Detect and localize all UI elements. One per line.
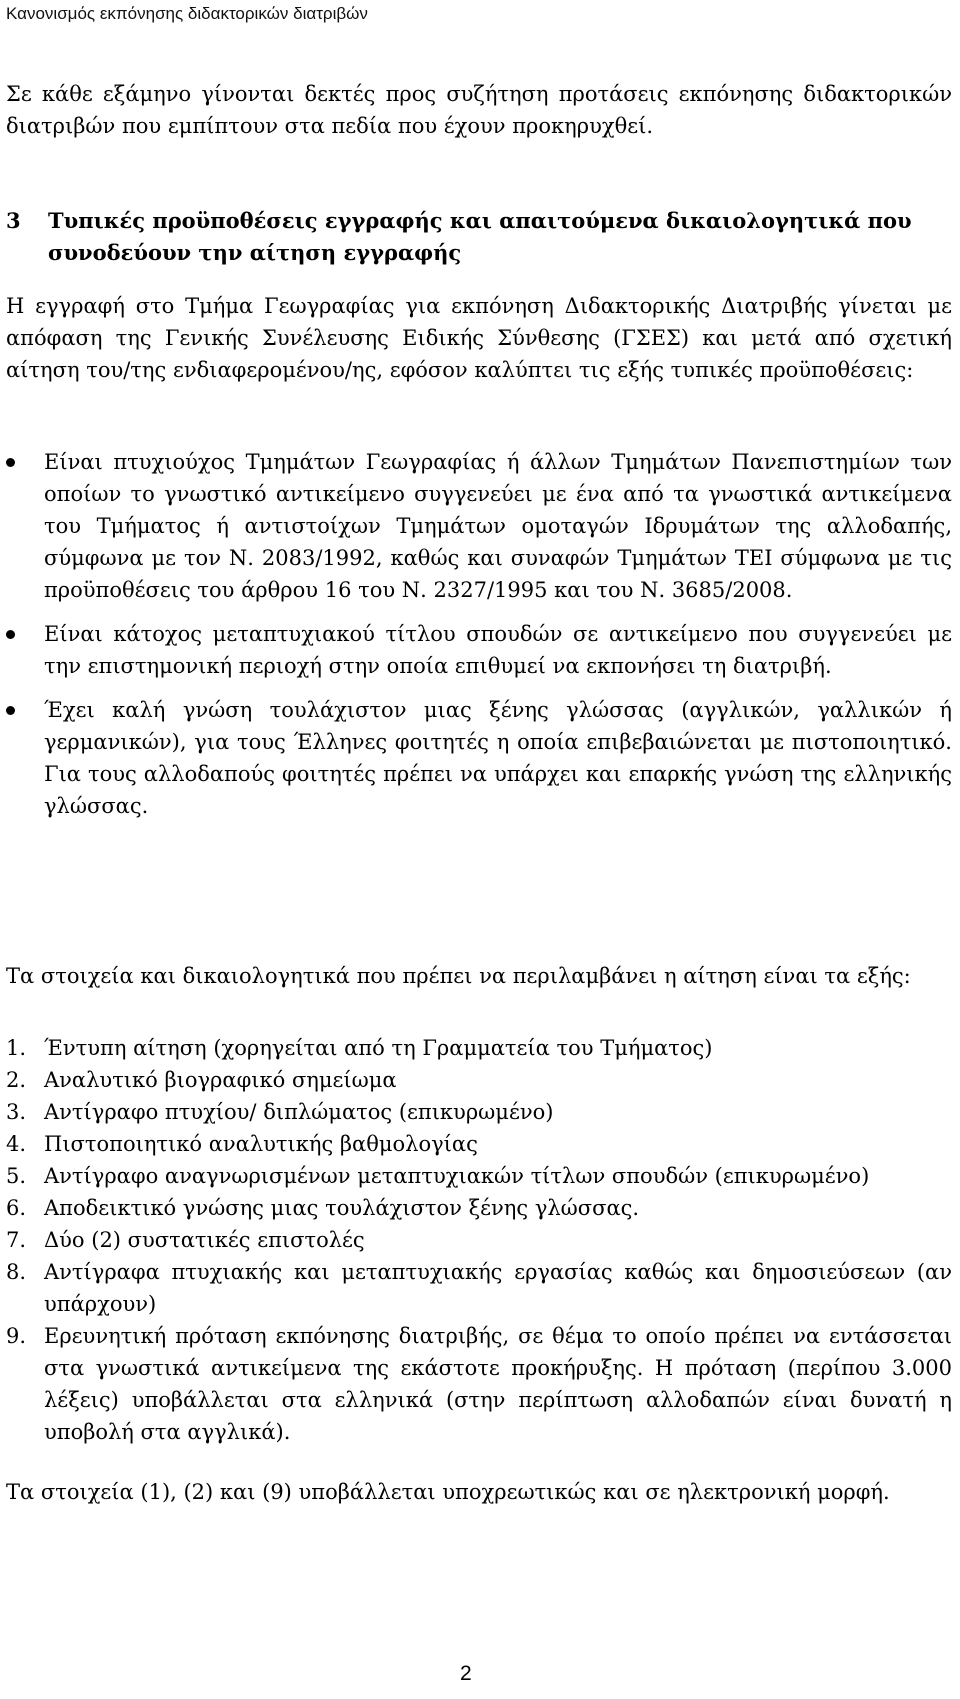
section-title: Τυπικές προϋποθέσεις εγγραφής και απαιτούμενα δικαιολογητικά που συνοδεύουν την αίτηση εγγραφής [48, 208, 912, 265]
item-text: Πιστοποιητικό αναλυτικής βαθμολογίας [44, 1132, 478, 1156]
item-number: 1. [6, 1036, 27, 1060]
registration-paragraph: Η εγγραφή στο Τμήμα Γεωγραφίας για εκπόνηση Διδακτορικής Διατριβής γίνεται με απόφαση της Γενικής Συνέλευσης Ειδικής Σύνθεσης (ΓΣΕΣ) και μετά από σχετική αίτηση του/της ενδιαφερομένου/ης, εφόσον καλύπτει τις εξής τυπικές προϋποθέσεις: [6, 294, 952, 382]
item-number: 2. [6, 1068, 27, 1092]
item-text: Αναλυτικό βιογραφικό σημείωμα [44, 1068, 397, 1092]
item-text: Αντίγραφα πτυχιακής και μεταπτυχιακής εργασίας καθώς και δημοσιεύσεων (αν υπάρχουν) [44, 1260, 952, 1316]
item-number: 7. [6, 1228, 27, 1252]
condition-text: Είναι πτυχιούχος Τμημάτων Γεωγραφίας ή άλλων Τμημάτων Πανεπιστημίων των οποίων το γνωστικό αντικείμενο συγγενεύει με ένα από τα γνωστικά αντικείμενα του Τμήματος ή αντιστοίχων Τμημάτων ομοταγών Ιδρυμάτων της αλλοδαπής, σύμφωνα με τον Ν. 2083/1992, καθώς και συναφών Τμημάτων ΤΕΙ σύμφωνα με τις προϋποθέσεις του άρθρου 16 του Ν. 2327/1995 και του Ν. 3685/2008. [44, 450, 952, 602]
list-item [6, 1128, 952, 1160]
conditions-list [6, 446, 952, 834]
item-text: Έντυπη αίτηση (χορηγείται από τη Γραμματεία του Τμήματος) [44, 1036, 713, 1060]
list-item [6, 446, 952, 606]
item-text: Δύο (2) συστατικές επιστολές [44, 1228, 365, 1252]
list-item [6, 618, 952, 682]
list-item [6, 1320, 952, 1448]
item-number: 5. [6, 1164, 27, 1188]
list-item [6, 1192, 952, 1224]
item-text: Αποδεικτικό γνώσης μιας τουλάχιστον ξένης γλώσσας. [44, 1196, 640, 1220]
intro-paragraph: Σε κάθε εξάμηνο γίνονται δεκτές προς συζήτηση προτάσεις εκπόνησης διδακτορικών διατριβών που εμπίπτουν στα πεδία που έχουν προκηρυχθεί. [6, 82, 952, 138]
list-item [6, 1256, 952, 1320]
bullet-icon [6, 446, 44, 606]
section-number: 3 [6, 208, 21, 233]
bullet-icon [6, 694, 44, 822]
list-item [6, 1096, 952, 1128]
condition-text: Έχει καλή γνώση τουλάχιστον μιας ξένης γλώσσας (αγγλικών, γαλλικών ή γερμανικών), για τους Έλληνες φοιτητές η οποία επιβεβαιώνεται με πιστοποιητικό. Για τους αλλοδαπούς φοιτητές πρέπει να υπάρχει και επαρκής γνώση της ελληνικής γλώσσας. [44, 698, 952, 818]
item-number: 9. [6, 1324, 27, 1348]
item-text: Ερευνητική πρόταση εκπόνησης διατριβής, σε θέμα το οποίο πρέπει να εντάσσεται στα γνωστικά αντικείμενα της εκάστοτε προκήρυξης. Η πρόταση (περίπου 3.000 λέξεις) υποβάλλεται στα ελληνικά (στην περίπτωση αλλοδαπών είναι δυνατή η υποβολή στα αγγλικά). [44, 1324, 952, 1444]
item-number: 4. [6, 1132, 27, 1156]
item-number: 3. [6, 1100, 27, 1124]
list-item [6, 1032, 952, 1064]
list-item [6, 1160, 952, 1192]
documents-intro: Τα στοιχεία και δικαιολογητικά που πρέπει να περιλαμβάνει η αίτηση είναι τα εξής: [6, 964, 911, 988]
list-item [6, 694, 952, 822]
documents-list [6, 1032, 952, 1448]
condition-text: Είναι κάτοχος μεταπτυχιακού τίτλου σπουδών σε αντικείμενο που συγγενεύει με την επιστημονική περιοχή στην οποία επιθυμεί να εκπονήσει τη διατριβή. [44, 622, 952, 678]
page-number: 2 [460, 1662, 472, 1685]
running-header: Κανονισμός εκπόνησης διδακτορικών διατριβών [6, 4, 368, 23]
item-text: Αντίγραφο πτυχίου/ διπλώματος (επικυρωμένο) [44, 1100, 554, 1124]
closing-paragraph: Τα στοιχεία (1), (2) και (9) υποβάλλεται υποχρεωτικώς και σε ηλεκτρονική μορφή. [6, 1480, 890, 1504]
list-item [6, 1064, 952, 1096]
bullet-icon [6, 618, 44, 682]
list-item [6, 1224, 952, 1256]
section-heading [6, 205, 952, 269]
item-number: 8. [6, 1260, 27, 1284]
item-number: 6. [6, 1196, 27, 1220]
item-text: Αντίγραφο αναγνωρισμένων μεταπτυχιακών τίτλων σπουδών (επικυρωμένο) [44, 1164, 870, 1188]
